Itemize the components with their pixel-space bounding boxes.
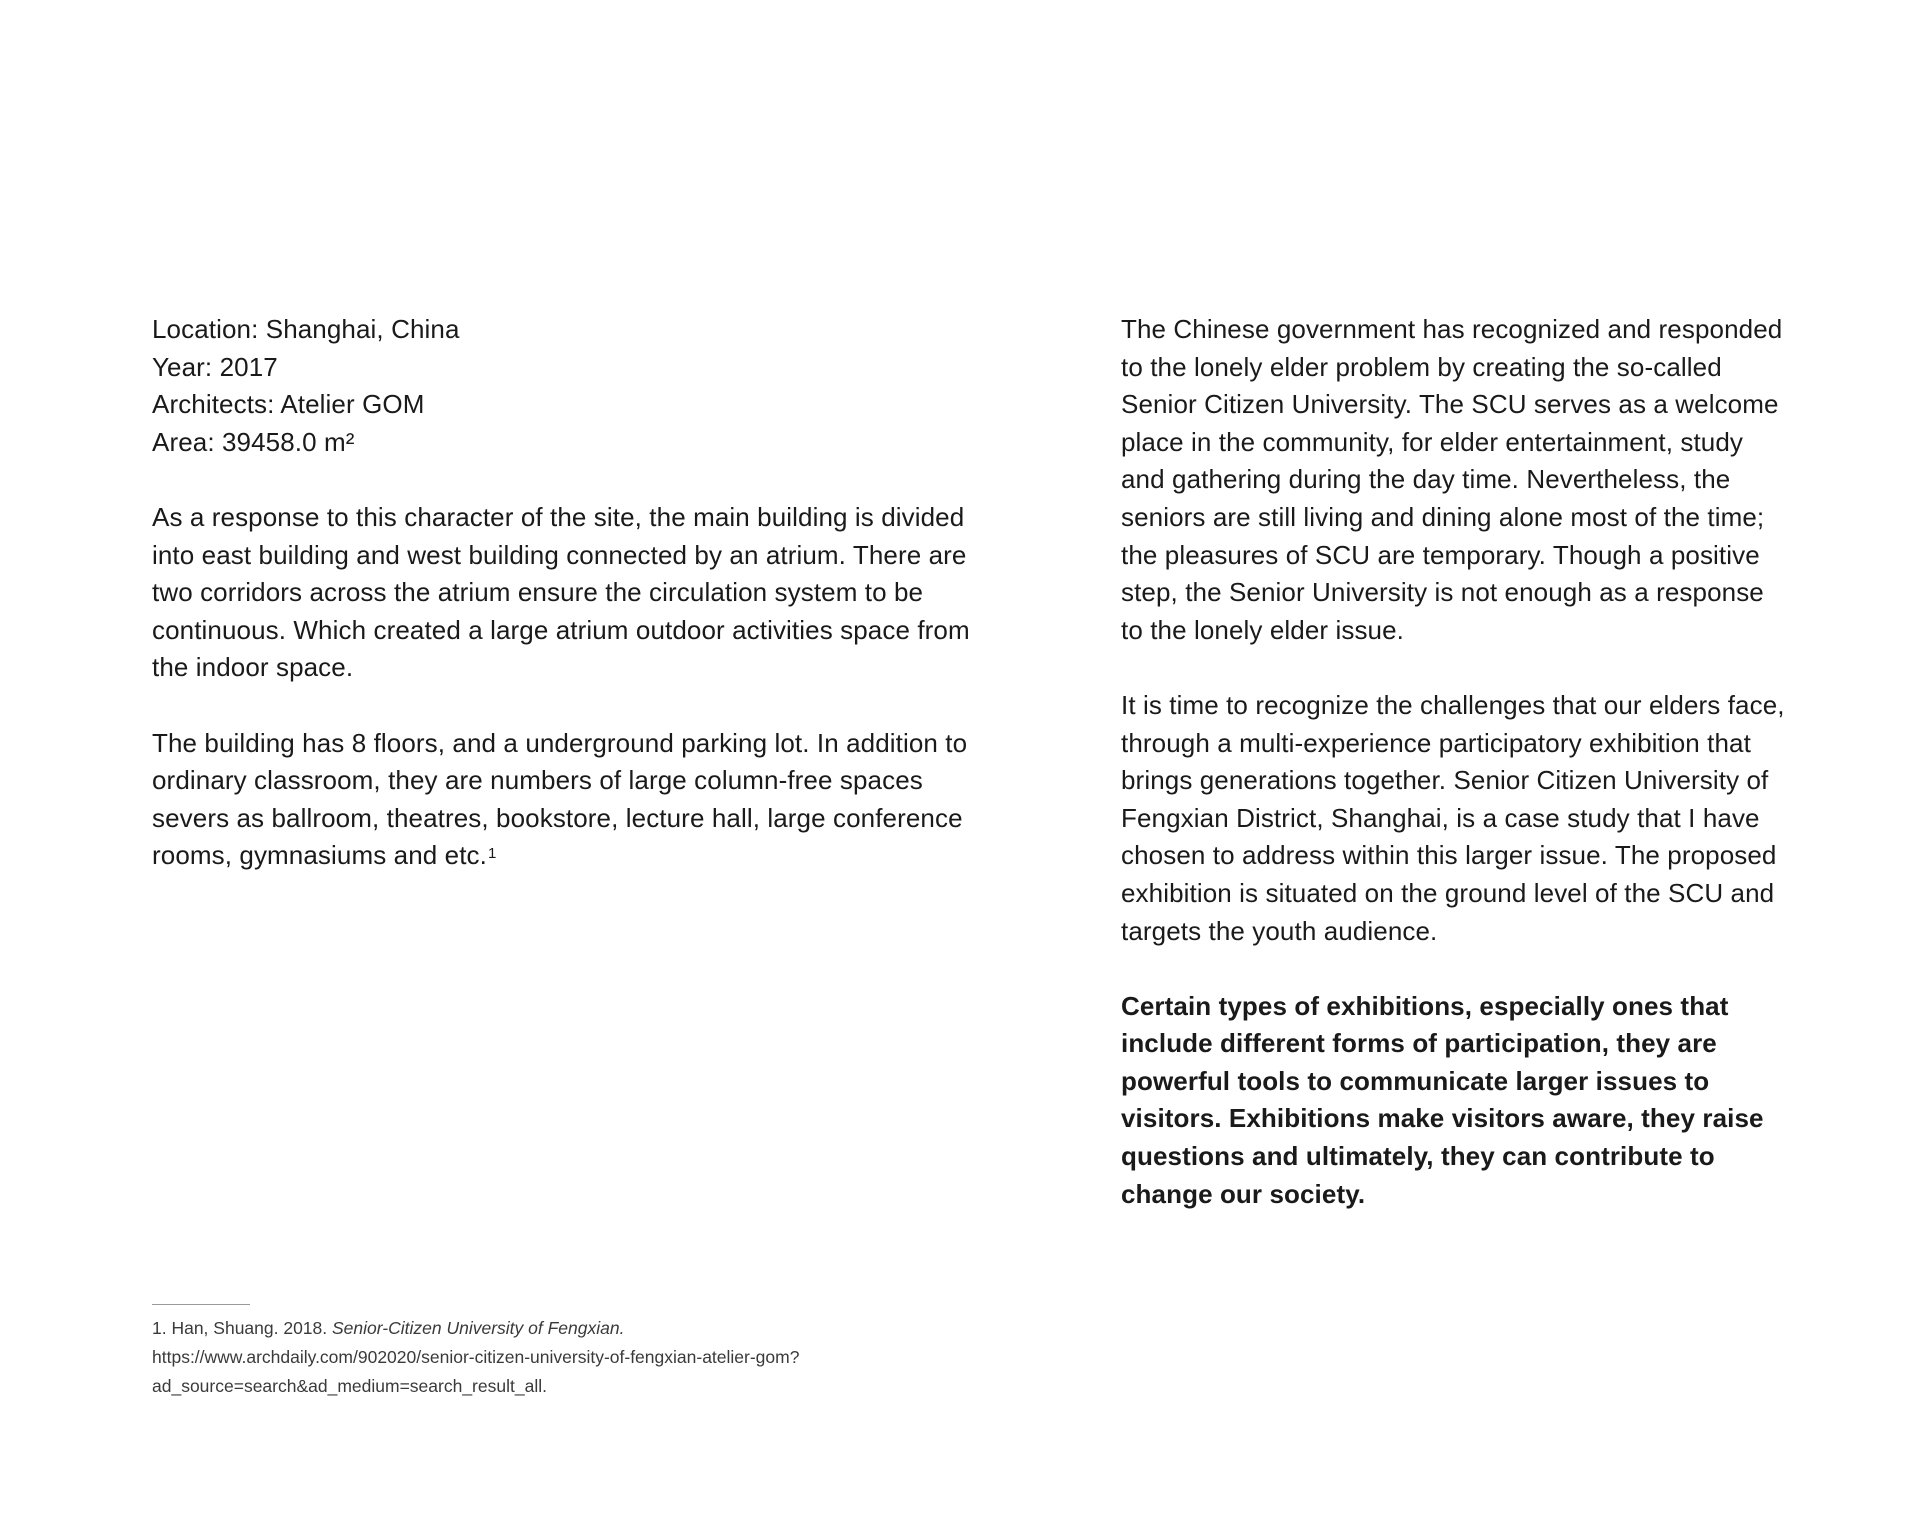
project-metadata bbox=[152, 311, 972, 461]
footnote-marker: 1 bbox=[487, 845, 497, 863]
footnote-title: Senior-Citizen University of Fengxian. bbox=[332, 1318, 625, 1338]
footnote-divider bbox=[152, 1304, 250, 1305]
right-column bbox=[1121, 311, 1791, 1213]
paragraph-building-program bbox=[152, 725, 972, 875]
paragraph-government-response: The Chinese government has recognized and responded to the lonely elder problem by creating the so-called Senior Citizen University. The SCU serves as a welcome place in the community, for elder entertainment, study and gathering during the day time. Nevertheless, the seniors are still living and dining alone most of the time; the pleasures of SCU are temporary. Though a positive step, the Senior University is not enough as a response to the lonely elder issue. bbox=[1121, 314, 1783, 645]
paragraph-exhibition-proposal: It is time to recognize the challenges that our elders face, through a multi-experience participatory exhibition that brings generations together. Senior Citizen University of Fengxian District, Shanghai, is a case study that I have chosen to address within this larger issue. The proposed exhibition is situated on the ground level of the SCU and targets the youth audience. bbox=[1121, 689, 1785, 946]
meta-architects: Architects: Atelier GOM bbox=[152, 389, 425, 420]
left-column bbox=[152, 311, 972, 875]
paragraph-site-response: As a response to this character of the site, the main building is divided into east building and west building connected by an atrium. There are two corridors across the atrium ensure the circulation system to be continuous. Which created a large atrium outdoor activities space from the indoor space. bbox=[152, 501, 970, 683]
meta-year: Year: 2017 bbox=[152, 351, 278, 382]
footnote-prefix: 1. Han, Shuang. 2018. bbox=[152, 1318, 332, 1338]
paragraph-building-program-text: The building has 8 floors, and a underground parking lot. In addition to ordinary classroom, they are numbers of large column-free spaces severs as ballroom, theatres, bookstore, lecture hall, large conference rooms, gymnasiums and etc. bbox=[152, 727, 968, 871]
footnote-url: https://www.archdaily.com/902020/senior-citizen-university-of-fengxian-atelier-gom?ad_source=search&ad_medium=search_result_all. bbox=[152, 1347, 800, 1396]
meta-location: Location: Shanghai, China bbox=[152, 314, 460, 344]
meta-area: Area: 39458.0 m² bbox=[152, 426, 355, 457]
footnote bbox=[152, 1304, 852, 1401]
paragraph-exhibition-statement: Certain types of exhibitions, especially ones that include different forms of participation, they are powerful tools to communicate larger issues to visitors. Exhibitions make visitors aware, they raise questions and ultimately, they can contribute to change our society. bbox=[1121, 990, 1764, 1209]
footnote-citation bbox=[152, 1314, 852, 1401]
